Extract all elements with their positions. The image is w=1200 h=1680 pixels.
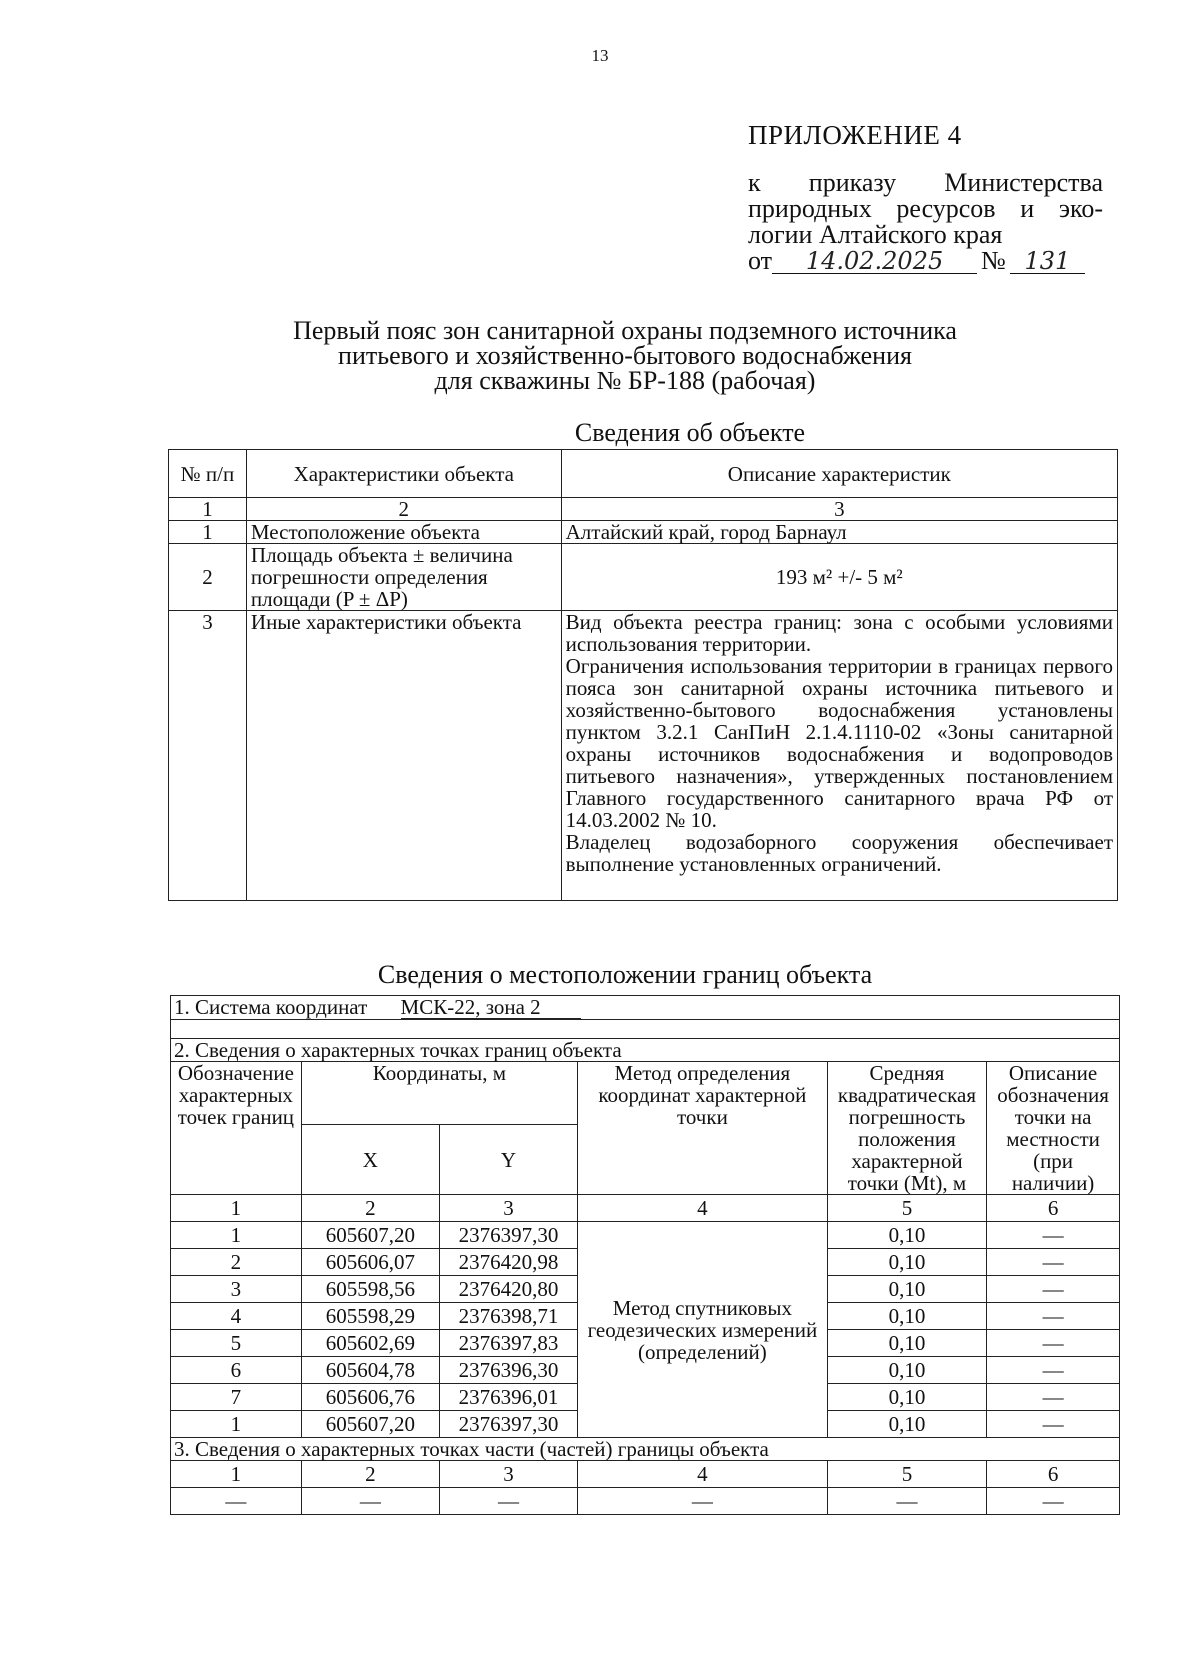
point-description: — (987, 1222, 1120, 1249)
section-2-label: 2. Сведения о характерных точках границ объекта (171, 1039, 1120, 1062)
point-description: — (987, 1249, 1120, 1276)
location-info-heading: Сведения о местоположении границ объекта (377, 960, 873, 989)
appendix-title: ПРИЛОЖЕНИЕ 4 (748, 120, 962, 150)
coord-system-value: МСК-22, зона 2 (401, 996, 581, 1019)
col-number-1: 1 (171, 1195, 302, 1222)
header-method: Метод определения координат характерной точки (578, 1062, 828, 1195)
point-description: — (987, 1330, 1120, 1357)
row-characteristic: Площадь объекта ± величина погрешности определения площади (P ± ΔP) (246, 544, 561, 611)
method-value: Метод спутниковых геодезических измерений (определений) (578, 1222, 828, 1438)
number-label: № (981, 246, 1006, 275)
s3-col-number-5: 5 (827, 1461, 986, 1488)
point-y: 2376420,98 (439, 1249, 577, 1276)
point-id: 6 (171, 1357, 302, 1384)
table-row (171, 1488, 1120, 1515)
header-number: № п/п (169, 450, 247, 498)
point-id: 7 (171, 1384, 302, 1411)
s3-cell: — (578, 1488, 828, 1515)
appendix-block (748, 122, 1103, 274)
point-mt: 0,10 (827, 1222, 986, 1249)
point-x: 605606,07 (301, 1249, 439, 1276)
col-number-3: 3 (561, 498, 1117, 521)
table-row (169, 611, 1118, 901)
point-id: 5 (171, 1330, 302, 1357)
point-mt: 0,10 (827, 1249, 986, 1276)
table-row (171, 1222, 1120, 1249)
empty-row (171, 1020, 1120, 1039)
s3-cell: — (827, 1488, 986, 1515)
point-id: 1 (171, 1411, 302, 1438)
table-row (169, 521, 1118, 544)
point-id: 2 (171, 1249, 302, 1276)
point-id: 1 (171, 1222, 302, 1249)
description-paragraph-3: Владелец водозаборного сооружения обеспечивает выполнение установленных ограничений. (565, 830, 1113, 876)
header-error: Средняя квадратическая погрешность положения характерной точки (Mt), м (827, 1062, 986, 1195)
point-x: 605602,69 (301, 1330, 439, 1357)
title-line-2: питьевого и хозяйственно-бытового водоснабжения (338, 341, 912, 370)
row-description (561, 611, 1117, 901)
point-x: 605607,20 (301, 1222, 439, 1249)
header-coords: Координаты, м (301, 1062, 577, 1125)
point-x: 605607,20 (301, 1411, 439, 1438)
handwritten-number: 131 (1010, 249, 1085, 274)
point-y: 2376397,30 (439, 1222, 577, 1249)
object-info-heading: Сведения об объекте (574, 418, 806, 447)
point-y: 2376420,80 (439, 1276, 577, 1303)
title-line-1: Первый пояс зон санитарной охраны подземного источника (293, 316, 957, 345)
title-line-3: для скважины № БР-188 (рабочая) (434, 366, 816, 395)
s3-col-number-1: 1 (171, 1461, 302, 1488)
s3-col-number-6: 6 (987, 1461, 1120, 1488)
s3-cell: — (439, 1488, 577, 1515)
appendix-line-3: логии Алтайского края (748, 220, 1003, 249)
col-number-1: 1 (169, 498, 247, 521)
point-x: 605598,29 (301, 1303, 439, 1330)
appendix-line-1: к приказу Министерства (748, 168, 1103, 197)
point-y: 2376397,30 (439, 1411, 577, 1438)
point-y: 2376396,01 (439, 1384, 577, 1411)
col-number-3: 3 (439, 1195, 577, 1222)
order-date-number-line (748, 248, 1103, 274)
appendix-line-2: природных ресурсов и эко- (748, 194, 1103, 223)
row-characteristic: Иные характеристики объекта (246, 611, 561, 901)
object-info-table (168, 449, 1118, 901)
s3-col-number-4: 4 (578, 1461, 828, 1488)
page-number: 13 (591, 46, 609, 65)
header-description: Описание обозначения точки на местности (при наличии) (987, 1062, 1120, 1195)
location-info-table (170, 995, 1120, 1515)
coord-system-label: 1. Система координат (174, 995, 368, 1019)
handwritten-date: 14.02.2025 (772, 249, 977, 274)
point-mt: 0,10 (827, 1411, 986, 1438)
point-x: 605606,76 (301, 1384, 439, 1411)
row-number: 3 (169, 611, 247, 901)
s3-cell: — (301, 1488, 439, 1515)
col-number-5: 5 (827, 1195, 986, 1222)
header-x: X (301, 1125, 439, 1195)
row-number: 1 (169, 521, 247, 544)
row-number: 2 (169, 544, 247, 611)
point-x: 605604,78 (301, 1357, 439, 1384)
point-mt: 0,10 (827, 1357, 986, 1384)
s3-col-number-2: 2 (301, 1461, 439, 1488)
point-description: — (987, 1384, 1120, 1411)
point-id: 4 (171, 1303, 302, 1330)
header-point: Обозначение характерных точек границ (171, 1062, 302, 1195)
col-number-2: 2 (246, 498, 561, 521)
from-label: от (748, 246, 773, 275)
point-y: 2376397,83 (439, 1330, 577, 1357)
row-characteristic: Местоположение объекта (246, 521, 561, 544)
point-description: — (987, 1303, 1120, 1330)
point-description: — (987, 1276, 1120, 1303)
col-number-4: 4 (578, 1195, 828, 1222)
header-y: Y (439, 1125, 577, 1195)
col-number-6: 6 (987, 1195, 1120, 1222)
s3-col-number-3: 3 (439, 1461, 577, 1488)
point-mt: 0,10 (827, 1276, 986, 1303)
s3-cell: — (171, 1488, 302, 1515)
point-x: 605598,56 (301, 1276, 439, 1303)
point-y: 2376396,30 (439, 1357, 577, 1384)
point-mt: 0,10 (827, 1384, 986, 1411)
row-description: 193 м² +/- 5 м² (561, 544, 1117, 611)
document-title (170, 318, 1080, 393)
header-characteristic: Характеристики объекта (246, 450, 561, 498)
point-mt: 0,10 (827, 1303, 986, 1330)
description-paragraph-2: Ограничения использования территории в границах первого пояса зон санитарной охраны источника питьевого и хозяйственно-бытового водоснабжения установлены пунктом 3.2.1 СанПиН 2.1.4.1110-02 «Зоны санитарной охраны источников водоснабжения и водопроводов питьевого назначения», утвержденных постановлением Главного государственного санитарного врача РФ от 14.03.2002 № 10. (565, 654, 1113, 832)
row-description: Алтайский край, город Барнаул (561, 521, 1117, 544)
description-paragraph-1: Вид объекта реестра границ: зона с особыми условиями использования территории. (565, 610, 1113, 656)
point-mt: 0,10 (827, 1330, 986, 1357)
point-id: 3 (171, 1276, 302, 1303)
point-description: — (987, 1411, 1120, 1438)
coord-system-row (171, 996, 1120, 1020)
s3-cell: — (987, 1488, 1120, 1515)
point-description: — (987, 1357, 1120, 1384)
section-3-label: 3. Сведения о характерных точках части (частей) границы объекта (171, 1438, 1120, 1461)
header-description: Описание характеристик (561, 450, 1117, 498)
table-row (169, 544, 1118, 611)
point-y: 2376398,71 (439, 1303, 577, 1330)
col-number-2: 2 (301, 1195, 439, 1222)
